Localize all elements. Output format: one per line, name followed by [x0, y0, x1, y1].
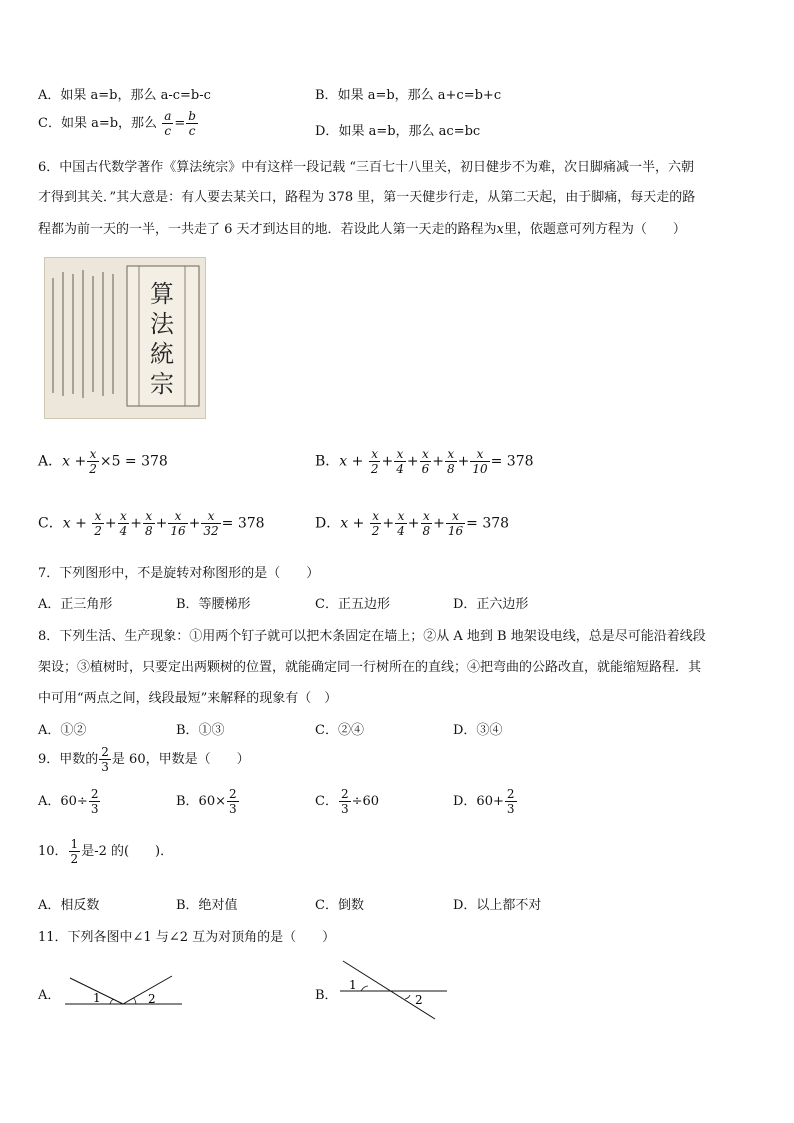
q9-option-c: C． $\frac{2}{3}$ ÷60 — [315, 787, 380, 816]
option-label: D． — [315, 124, 339, 139]
fraction: $\frac{x}{32}$ — [203, 509, 219, 538]
q11-option-a-figure — [60, 966, 190, 1011]
q6-stem-line1: 6．中国古代数学著作《算法统宗》中有这样一段记载 “三百七十八里关，初日健步不为难，次日脚痛减一半，六朝 — [38, 160, 695, 175]
q11-stem: 11．下列各图中∠1 与∠2 互为对顶角的是（ ） — [38, 930, 336, 945]
equals-sign: = — [174, 116, 186, 131]
fraction: $\frac{x}{16}$ — [170, 509, 186, 538]
q11-option-b-label: B． — [315, 988, 338, 1003]
q9-stem: 9．甲数的 $\frac{2}{3}$ 是 60，甲数是（ ） — [38, 745, 250, 774]
fraction: $\frac{2}{3}$ — [340, 787, 349, 816]
fraction: $\frac{b}{c}$ — [188, 109, 196, 138]
q9-option-a: A．60÷ $\frac{2}{3}$ — [38, 787, 99, 816]
fraction: $\frac{2}{3}$ — [506, 787, 515, 816]
q8-option-c: C．②④ — [315, 723, 364, 738]
q7-option-d: D．正六边形 — [453, 597, 529, 612]
angle-2-label: 2 — [415, 993, 423, 1007]
fraction: $\frac{a}{c}$ — [164, 109, 172, 138]
q5-option-a — [38, 84, 211, 103]
q6-stem-line3: 程都为前一天的一半，一共走了 6 天才到达目的地．若设此人第一天走的路程为x里，依题意可列方程为（ ） — [38, 222, 686, 237]
q11-option-b-figure — [335, 955, 455, 1025]
book-title-char-3: 統 — [150, 340, 174, 368]
q11-option-a-label: A． — [38, 988, 61, 1003]
q7-option-c: C．正五边形 — [315, 597, 390, 612]
option-text: 如果 a=b，那么 a-c=b-c — [60, 88, 211, 103]
fraction: $\frac{x}{4}$ — [119, 509, 128, 538]
q6-option-a: A．x + $\frac{x}{2}$ ×5 = 378 — [38, 447, 168, 476]
q8-option-d: D．③④ — [453, 723, 503, 738]
option-label: C． — [38, 116, 61, 131]
q9-option-d: D．60+ $\frac{2}{3}$ — [453, 787, 515, 816]
book-title-char-2: 法 — [150, 310, 174, 338]
option-text: 如果 a=b，那么 ac=bc — [338, 124, 481, 139]
q6-option-c: C．x + $\frac{x}{2}$ + $\frac{x}{4}$ + $\frac{x}{8}$ + $\frac{x}{16}$ + $\frac{x}{32}$ = 378 — [38, 509, 265, 538]
q10-option-d: D．以上都不对 — [453, 898, 542, 913]
fraction: $\frac{x}{6}$ — [421, 447, 430, 476]
q8-option-a: A．①② — [38, 723, 87, 738]
angle-1-label: 1 — [349, 978, 357, 992]
option-label: A． — [38, 88, 61, 103]
fraction: $\frac{x}{2}$ — [89, 447, 97, 476]
fraction: $\frac{2}{3}$ — [229, 787, 237, 816]
angle-1-label: 1 — [93, 991, 101, 1005]
option-text: 如果 a=b，那么 a+c=b+c — [337, 88, 502, 103]
q10-stem: 10． $\frac{1}{2}$ 是-2 的( )． — [38, 837, 174, 866]
book-title-char-4: 宗 — [150, 370, 174, 398]
q7-stem: 7．下列图形中，不是旋转对称图形的是（ ） — [38, 566, 320, 581]
option-label: B． — [315, 88, 338, 103]
q7-option-a: A．正三角形 — [38, 597, 113, 612]
fraction: $\frac{x}{8}$ — [446, 447, 455, 476]
q8-option-b: B．①③ — [176, 723, 225, 738]
q8-stem-line3: 中可用“两点之间，线段最短”来解释的现象有（ ） — [38, 691, 338, 706]
book-title-char-1: 算 — [150, 280, 174, 308]
q10-option-c: C．倒数 — [315, 898, 364, 913]
fraction: $\frac{x}{4}$ — [397, 509, 405, 538]
fraction: $\frac{x}{16}$ — [447, 509, 464, 538]
book-cover-drawing — [45, 258, 205, 418]
fraction: $\frac{x}{2}$ — [94, 509, 102, 538]
q5-option-d — [315, 120, 480, 139]
q8-stem-line2: 架设；③植树时，只要定出两颗树的位置，就能确定同一行树所在的直线；④把弯曲的公路改直，就能缩短路程．其 — [38, 660, 702, 675]
fraction: $\frac{x}{2}$ — [370, 447, 379, 476]
q9-option-b: B．60× $\frac{2}{3}$ — [176, 787, 237, 816]
angle-2-label: 2 — [148, 992, 156, 1006]
fraction: $\frac{x}{4}$ — [396, 447, 404, 476]
fraction: $\frac{2}{3}$ — [90, 787, 99, 816]
q5-option-c — [38, 110, 199, 137]
q7-option-b: B．等腰梯形 — [176, 597, 251, 612]
q5-option-b — [315, 84, 501, 103]
fraction: $\frac{x}{10}$ — [472, 447, 488, 476]
fraction: $\frac{2}{3}$ — [101, 745, 109, 774]
variable-x: x — [496, 222, 504, 237]
q10-option-b: B．绝对值 — [176, 898, 238, 913]
q6-option-b: B．x + $\frac{x}{2}$ + $\frac{x}{4}$ + $\frac{x}{6}$ + $\frac{x}{8}$ + $\frac{x}{10}$ = 378 — [315, 447, 534, 476]
q6-stem-line2: 才得到其关．”其大意是：有人要去某关口，路程为 378 里，第一天健步行走，从第二天起，由于脚痛，每天走的路 — [38, 190, 696, 205]
fraction: $\frac{1}{2}$ — [70, 837, 79, 866]
book-cover-image — [44, 257, 206, 419]
transversal — [343, 961, 435, 1019]
fraction: $\frac{x}{8}$ — [422, 509, 431, 538]
option-text: 如果 a=b，那么 — [60, 116, 162, 131]
q6-option-d: D．x + $\frac{x}{2}$ + $\frac{x}{4}$ + $\frac{x}{8}$ + $\frac{x}{16}$ = 378 — [315, 509, 510, 538]
fraction: $\frac{x}{8}$ — [145, 509, 153, 538]
fraction: $\frac{x}{2}$ — [371, 509, 380, 538]
q8-stem-line1: 8．下列生活、生产现象：①用两个钉子就可以把木条固定在墙上；②从 A 地到 B 地架设电线，总是尽可能沿着线段 — [38, 629, 706, 644]
q10-option-a: A．相反数 — [38, 898, 100, 913]
